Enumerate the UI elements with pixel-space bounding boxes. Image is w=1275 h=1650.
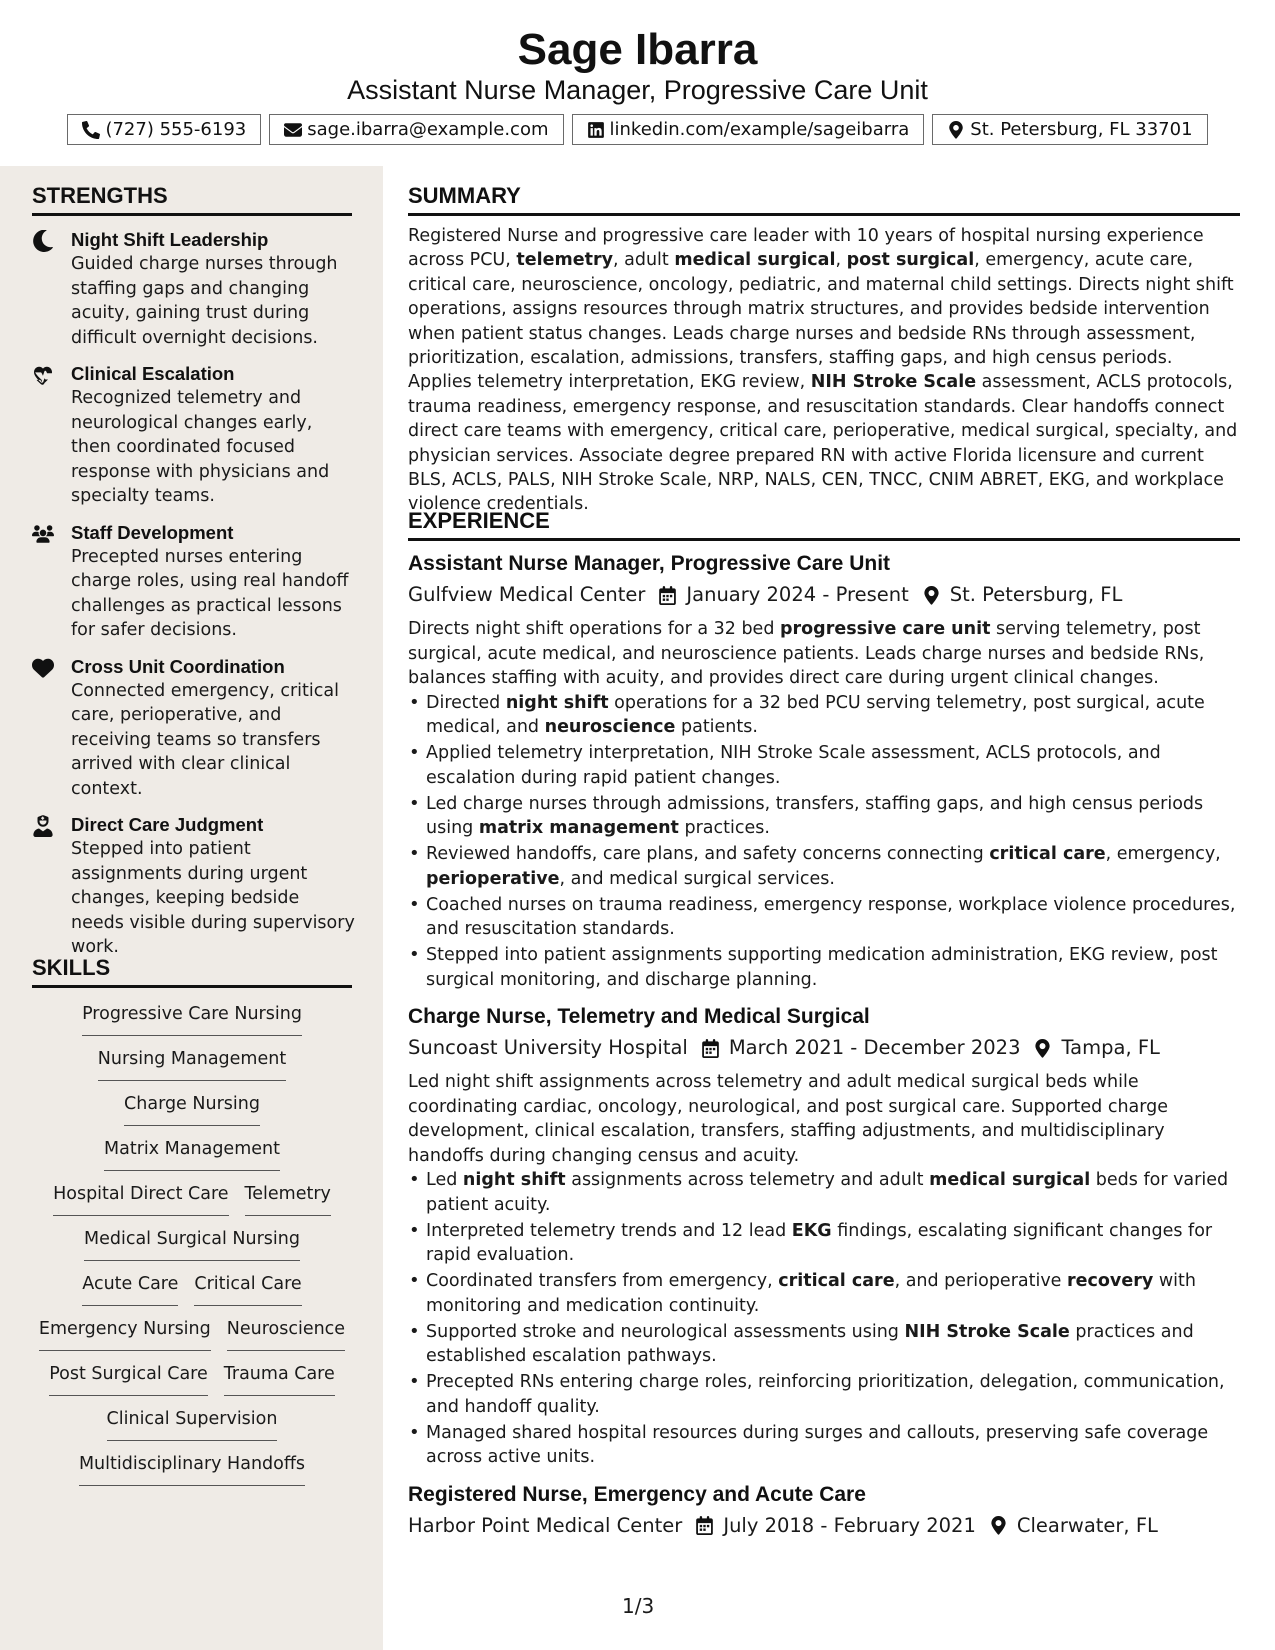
job-title: Assistant Nurse Manager, Progressive Care Unit (408, 552, 891, 575)
emphasis-text: perioperative (426, 868, 560, 889)
summary-heading: SUMMARY (408, 182, 1240, 216)
bullet-item (408, 741, 1240, 790)
candidate-name: Sage Ibarra (517, 25, 758, 74)
summary-text (408, 224, 1240, 517)
emphasis-text: recovery (1067, 1271, 1154, 1291)
strength-item (32, 813, 357, 960)
job-location: Tampa, FL (1061, 1036, 1160, 1059)
strength-title: Cross Unit Coordination (71, 655, 285, 677)
strength-title: Staff Development (71, 521, 234, 543)
text-run: Directs night shift operations for a 32 bed (408, 619, 780, 639)
skill-tag: Clinical Supervision (107, 1407, 278, 1441)
job-title: Registered Nurse, Emergency and Acute Care (408, 1482, 866, 1506)
bullet-item (408, 893, 1240, 942)
skill-row (32, 1452, 352, 1497)
text-run: Coached nurses on trauma readiness, emergency response, workplace violence procedures, and resuscitation standards. (426, 894, 1236, 939)
skill-tag: Emergency Nursing (39, 1317, 211, 1351)
strength-title: Clinical Escalation (71, 363, 235, 384)
job-entry (408, 1480, 1240, 1542)
bullet-item (408, 1320, 1240, 1369)
text-run: , adult (612, 250, 675, 271)
text-run: Reviewed handoffs, care plans, and safety concerns connecting (426, 844, 990, 864)
contact-phone[interactable] (67, 114, 261, 145)
text-run: Managed shared hospital resources during surges and callouts, preserving safe coverage across active units. (426, 1422, 1209, 1467)
strengths-heading: STRENGTHS (32, 182, 352, 216)
strength-title: Direct Care Judgment (71, 814, 264, 835)
text-run: , (835, 250, 847, 271)
job-location: St. Petersburg, FL (949, 583, 1123, 606)
skill-row (32, 1002, 352, 1047)
text-run: Led night shift assignments across telemetry and adult medical surgical beds while coordinating cardiac, oncology, neurological, and post surgical care. Supported charge development, clinical escalation, transfers, staffing adjustments, and multidisciplinary handoffs during changing census and acuity. (408, 1072, 1169, 1166)
text-run: Supported stroke and neurological assessments using (426, 1321, 905, 1342)
strength-desc: Recognized telemetry and neurological changes early, then coordinated focused response with physicians and specialty teams. (71, 388, 330, 506)
job-meta (408, 579, 1240, 611)
emphasis-text: progressive care unit (780, 619, 991, 639)
skill-row (32, 1182, 352, 1227)
job-entry (408, 1002, 1240, 1470)
text-run: operations for a 32 bed PCU serving telemetry, post surgical, acute medical, and (426, 692, 1205, 737)
strength-item (32, 228, 357, 350)
emphasis-text: matrix management (478, 818, 679, 838)
job-dates: January 2024 - Present (686, 583, 909, 606)
text-run: , emergency, (1105, 844, 1221, 864)
skill-row (32, 1317, 352, 1362)
emphasis-text: night shift (505, 692, 609, 713)
job-employer: Gulfview Medical Center (408, 583, 646, 606)
experience-heading: EXPERIENCE (408, 507, 1240, 541)
strengths-list (32, 228, 357, 972)
strength-item (32, 362, 357, 509)
text-run: Stepped into patient assignments supporting medication administration, EKG review, post surgical monitoring, and discharge planning. (426, 945, 1218, 990)
skill-tag: Post Surgical Care (49, 1362, 208, 1396)
text-run: Directed (426, 692, 506, 713)
calendar-icon (645, 586, 686, 605)
job-employer: Harbor Point Medical Center (408, 1513, 683, 1537)
contact-phone-text: (727) 555-6193 (105, 119, 247, 140)
strength-item (32, 521, 357, 643)
experience-list (408, 549, 1240, 1552)
skill-tag: Neuroscience (227, 1317, 345, 1351)
skill-tag: Critical Care (194, 1272, 301, 1306)
text-run: Led charge nurses through admissions, transfers, staffing gaps, and high census periods using (426, 793, 1204, 838)
text-run: assessment, ACLS protocols, trauma readiness, emergency response, and resuscitation standards. Clear handoffs connect direct care teams with emergency, critical care, perioperative, medical surgical, specialty, and physician services. Associate degree prepared RN with active Florida licensure and current BLS, ACLS, PALS, NIH Stroke Scale, NRP, NALS, CEN, TNCC, CNIM ABRET, EKG, and workplace violence credentials. (408, 372, 1238, 515)
calendar-icon (688, 1039, 729, 1058)
emphasis-text: NIH Stroke Scale (810, 372, 977, 393)
skill-tag: Multidisciplinary Handoffs (79, 1452, 305, 1486)
text-run: practices and established escalation pathways. (426, 1321, 1194, 1366)
text-run: beds for varied patient acuity. (426, 1170, 1229, 1215)
job-bullets (408, 691, 1240, 993)
job-location: Clearwater, FL (1016, 1513, 1158, 1537)
map-marker-icon (947, 121, 965, 139)
job-meta (408, 1510, 1240, 1542)
emphasis-text: post surgical (846, 250, 975, 271)
skill-row (32, 1227, 352, 1272)
skill-tag: Telemetry (245, 1182, 331, 1216)
contact-location (932, 114, 1207, 145)
text-run: Interpreted telemetry trends and 12 lead (426, 1220, 792, 1241)
text-run: findings, escalating significant changes for rapid evaluation. (426, 1220, 1213, 1265)
bullet-item (408, 1219, 1240, 1268)
candidate-title: Assistant Nurse Manager, Progressive Care Unit (347, 75, 928, 105)
emphasis-text: night shift (462, 1170, 566, 1190)
skill-row (32, 1272, 352, 1317)
text-run: , emergency, acute care, critical care, neuroscience, oncology, pediatric, and maternal child settings. Directs night shift operations, assigns resources through matrix structures, and provides bedside intervention when patient status changes. Leads charge nurses and bedside RNs through assessment, prioritization, escalation, admissions, transfers, staffing gaps, and high census periods. Applies telemetry interpretation, EKG review, (408, 250, 1234, 393)
page-number: 1/3 (622, 1594, 655, 1618)
contact-email[interactable] (269, 114, 563, 145)
contact-email-text: sage.ibarra@example.com (307, 119, 549, 140)
strength-item (32, 655, 357, 802)
skill-tag: Medical Surgical Nursing (84, 1227, 300, 1261)
bullet-item (408, 1269, 1240, 1318)
skills-heading: SKILLS (32, 954, 352, 988)
text-run: , and medical surgical services. (559, 868, 835, 889)
contact-location-text: St. Petersburg, FL 33701 (970, 119, 1193, 140)
job-description (408, 1070, 1240, 1168)
job-description (408, 617, 1240, 691)
map-marker-icon (976, 1516, 1017, 1535)
skill-tag: Hospital Direct Care (53, 1182, 228, 1216)
skill-tag: Matrix Management (104, 1137, 280, 1171)
emphasis-text: EKG (791, 1220, 832, 1241)
skill-tag: Acute Care (82, 1272, 178, 1306)
calendar-icon (682, 1516, 723, 1535)
skill-row (32, 1362, 352, 1407)
job-bullets (408, 1168, 1240, 1470)
job-dates: July 2018 - February 2021 (723, 1513, 976, 1537)
map-marker-icon (1020, 1039, 1061, 1058)
bullet-item (408, 943, 1240, 992)
strength-title: Night Shift Leadership (71, 229, 269, 250)
text-run: serving telemetry, post surgical, acute medical, and neuroscience patients. Leads charge nurses and bedside RNs, balances staffing with acuity, and provides direct care during urgent clinical changes. (408, 619, 1205, 688)
text-run: Applied telemetry interpretation, NIH Stroke Scale assessment, ACLS protocols, and escalation during rapid patient changes. (426, 743, 1161, 788)
skill-tag: Nursing Management (98, 1047, 286, 1081)
emphasis-text: telemetry (516, 250, 613, 271)
bullet-item (408, 1168, 1240, 1217)
strength-desc: Guided charge nurses through staffing gaps and changing acuity, gaining trust during difficult overnight decisions. (71, 254, 338, 348)
contact-bar (0, 114, 1275, 145)
strength-desc: Connected emergency, critical care, perioperative, and receiving teams so transfers arrived with clear clinical context. (71, 680, 339, 799)
skill-tag: Charge Nursing (124, 1092, 260, 1126)
job-dates: March 2021 - December 2023 (728, 1036, 1021, 1059)
text-run: with monitoring and medication continuity. (426, 1271, 1196, 1316)
users-icon (32, 523, 54, 545)
text-run: Coordinated transfers from emergency, (426, 1271, 779, 1291)
linkedin-icon (587, 121, 605, 139)
strength-desc: Stepped into patient assignments during urgent changes, keeping bedside needs visible during supervisory work. (71, 839, 355, 957)
text-run: Registered Nurse and progressive care leader with 10 years of hospital nursing experience across PCU, (408, 226, 1204, 271)
job-entry (408, 549, 1240, 992)
strength-desc: Precepted nurses entering charge roles, using real handoff challenges as practical lessons for safer decisions. (71, 546, 349, 640)
text-run: , and perioperative (894, 1271, 1068, 1291)
job-meta (408, 1032, 1240, 1064)
contact-linkedin-text: linkedin.com/example/sageibarra (609, 119, 910, 140)
resume-header (0, 0, 1275, 166)
skill-row (32, 1092, 352, 1137)
skills-list (32, 1002, 352, 1497)
skill-row (32, 1407, 352, 1452)
skill-row (32, 1047, 352, 1092)
bullet-item (408, 691, 1240, 740)
sidebar (0, 166, 383, 1650)
bullet-item (408, 1421, 1240, 1470)
emphasis-text: NIH Stroke Scale (904, 1321, 1070, 1342)
contact-linkedin[interactable] (572, 114, 925, 145)
skill-tag: Progressive Care Nursing (82, 1002, 302, 1036)
text-run: patients. (675, 717, 758, 737)
map-marker-icon (909, 586, 950, 605)
bullet-item (408, 842, 1240, 891)
emphasis-text: medical surgical (929, 1170, 1091, 1190)
user-nurse-icon (32, 815, 54, 837)
moon-icon (32, 230, 54, 252)
emphasis-text: neuroscience (544, 717, 676, 737)
emphasis-text: critical care (778, 1271, 895, 1291)
job-title: Charge Nurse, Telemetry and Medical Surgical (408, 1005, 870, 1028)
envelope-icon (284, 121, 302, 139)
heart-icon (32, 657, 54, 679)
heart-pulse-icon (32, 364, 54, 386)
phone-icon (82, 121, 100, 139)
text-run: practices. (678, 818, 770, 838)
job-employer: Suncoast University Hospital (408, 1036, 688, 1059)
text-run: Precepted RNs entering charge roles, reinforcing prioritization, delegation, communication, and handoff quality. (426, 1372, 1225, 1417)
text-run: Led (426, 1170, 463, 1190)
emphasis-text: critical care (989, 844, 1106, 864)
emphasis-text: medical surgical (674, 250, 836, 271)
skill-row (32, 1137, 352, 1182)
bullet-item (408, 1370, 1240, 1419)
bullet-item (408, 792, 1240, 841)
text-run: assignments across telemetry and adult (565, 1170, 930, 1190)
skill-tag: Trauma Care (224, 1362, 335, 1396)
